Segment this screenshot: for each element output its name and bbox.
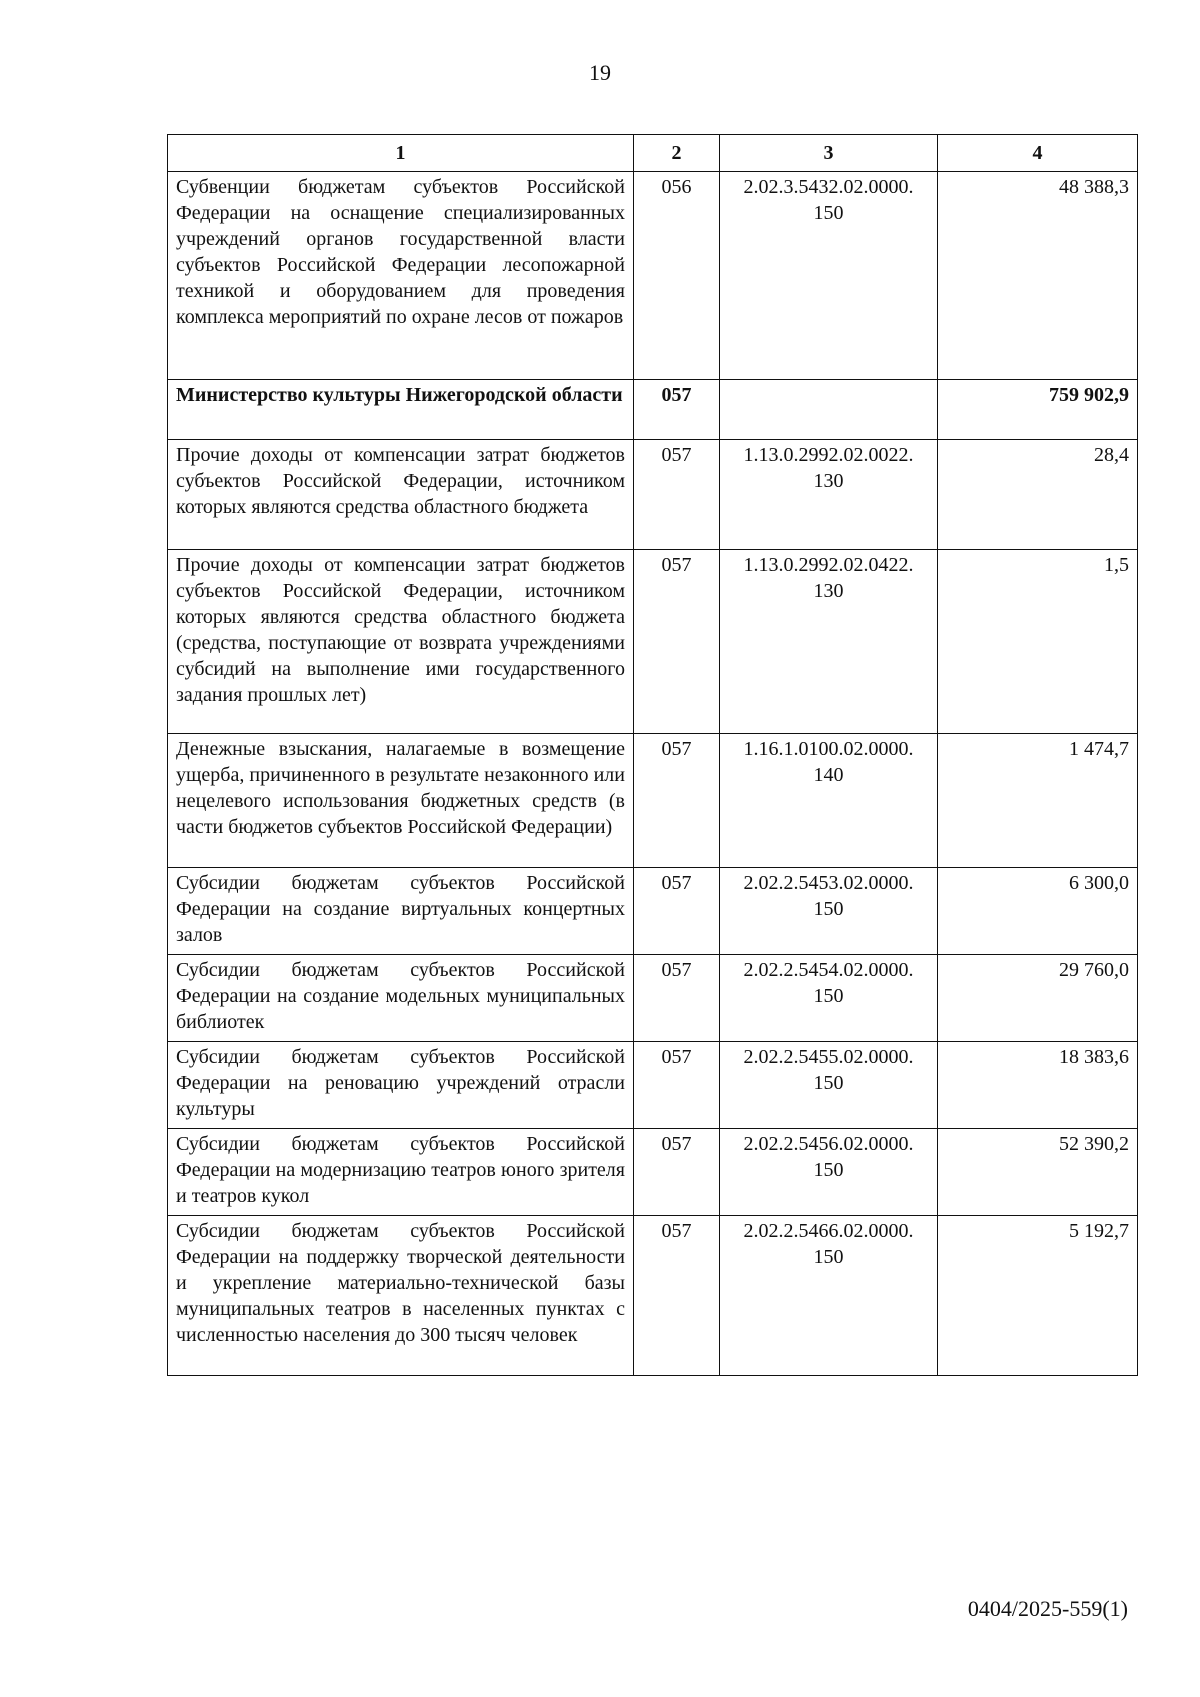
row-amount: 5 192,7 xyxy=(938,1216,1138,1376)
row-admin-code: 057 xyxy=(634,440,720,550)
row-description: Субсидии бюджетам субъектов Российской Федерации на создание модельных муниципальных библиотек xyxy=(168,955,634,1042)
row-classification-code: 2.02.2.5466.02.0000. 150 xyxy=(720,1216,938,1376)
table-row xyxy=(168,1042,1138,1129)
row-description: Министерство культуры Нижегородской области xyxy=(168,380,634,440)
document-number: 0404/2025-559(1) xyxy=(967,1596,1128,1621)
row-admin-code: 057 xyxy=(634,734,720,868)
row-classification-code: 1.16.1.0100.02.0000. 140 xyxy=(720,734,938,868)
header-col-2: 2 xyxy=(634,135,720,172)
row-description: Прочие доходы от компенсации затрат бюджетов субъектов Российской Федерации, источником которых являются средства областного бюджета xyxy=(168,440,634,550)
table-row xyxy=(168,550,1138,734)
row-admin-code: 057 xyxy=(634,380,720,440)
table-row xyxy=(168,440,1138,550)
table-row-section xyxy=(168,380,1138,440)
budget-table xyxy=(167,134,1138,1376)
row-classification-code: 2.02.2.5454.02.0000. 150 xyxy=(720,955,938,1042)
row-amount: 29 760,0 xyxy=(938,955,1138,1042)
header-col-3: 3 xyxy=(720,135,938,172)
row-admin-code: 057 xyxy=(634,1129,720,1216)
row-classification-code: 2.02.2.5455.02.0000. 150 xyxy=(720,1042,938,1129)
row-description: Субсидии бюджетам субъектов Российской Федерации на создание виртуальных концертных залов xyxy=(168,868,634,955)
table-row xyxy=(168,1216,1138,1376)
header-col-1: 1 xyxy=(168,135,634,172)
row-amount: 759 902,9 xyxy=(938,380,1138,440)
row-description: Денежные взыскания, налагаемые в возмещение ущерба, причиненного в результате незаконного или нецелевого использования бюджетных средств (в части бюджетов субъектов Российской Федерации) xyxy=(168,734,634,868)
row-admin-code: 057 xyxy=(634,1042,720,1129)
row-amount: 6 300,0 xyxy=(938,868,1138,955)
row-amount: 1,5 xyxy=(938,550,1138,734)
row-description: Субсидии бюджетам субъектов Российской Федерации на модернизацию театров юного зрителя и театров кукол xyxy=(168,1129,634,1216)
row-classification-code: 2.02.3.5432.02.0000. 150 xyxy=(720,172,938,380)
table-row xyxy=(168,1129,1138,1216)
row-amount: 28,4 xyxy=(938,440,1138,550)
row-amount: 48 388,3 xyxy=(938,172,1138,380)
row-admin-code: 057 xyxy=(634,868,720,955)
row-classification-code: 1.13.0.2992.02.0422. 130 xyxy=(720,550,938,734)
row-amount: 52 390,2 xyxy=(938,1129,1138,1216)
row-admin-code: 057 xyxy=(634,550,720,734)
table-row xyxy=(168,172,1138,380)
row-classification-code xyxy=(720,380,938,440)
table-row xyxy=(168,955,1138,1042)
row-admin-code: 057 xyxy=(634,1216,720,1376)
row-description: Субсидии бюджетам субъектов Российской Федерации на реновацию учреждений отрасли культуры xyxy=(168,1042,634,1129)
row-description: Прочие доходы от компенсации затрат бюджетов субъектов Российской Федерации, источником которых являются средства областного бюджета (средства, поступающие от возврата учреждениями субсидий на выполнение ими государственного задания прошлых лет) xyxy=(168,550,634,734)
table-row xyxy=(168,734,1138,868)
row-classification-code: 2.02.2.5453.02.0000. 150 xyxy=(720,868,938,955)
row-admin-code: 056 xyxy=(634,172,720,380)
row-admin-code: 057 xyxy=(634,955,720,1042)
table-header-row xyxy=(168,135,1138,172)
row-amount: 18 383,6 xyxy=(938,1042,1138,1129)
row-amount: 1 474,7 xyxy=(938,734,1138,868)
row-classification-code: 2.02.2.5456.02.0000. 150 xyxy=(720,1129,938,1216)
row-description: Субвенции бюджетам субъектов Российской Федерации на оснащение специализированных учреждений органов государственной власти субъектов Российской Федерации лесопожарной техникой и оборудованием для проведения комплекса мероприятий по охране лесов от пожаров xyxy=(168,172,634,380)
table-row xyxy=(168,868,1138,955)
page-number: 19 xyxy=(589,60,611,85)
row-classification-code: 1.13.0.2992.02.0022. 130 xyxy=(720,440,938,550)
row-description: Субсидии бюджетам субъектов Российской Федерации на поддержку творческой деятельности и укрепление материально-технической базы муниципальных театров в населенных пунктах с численностью населения до 300 тысяч человек xyxy=(168,1216,634,1376)
header-col-4: 4 xyxy=(938,135,1138,172)
